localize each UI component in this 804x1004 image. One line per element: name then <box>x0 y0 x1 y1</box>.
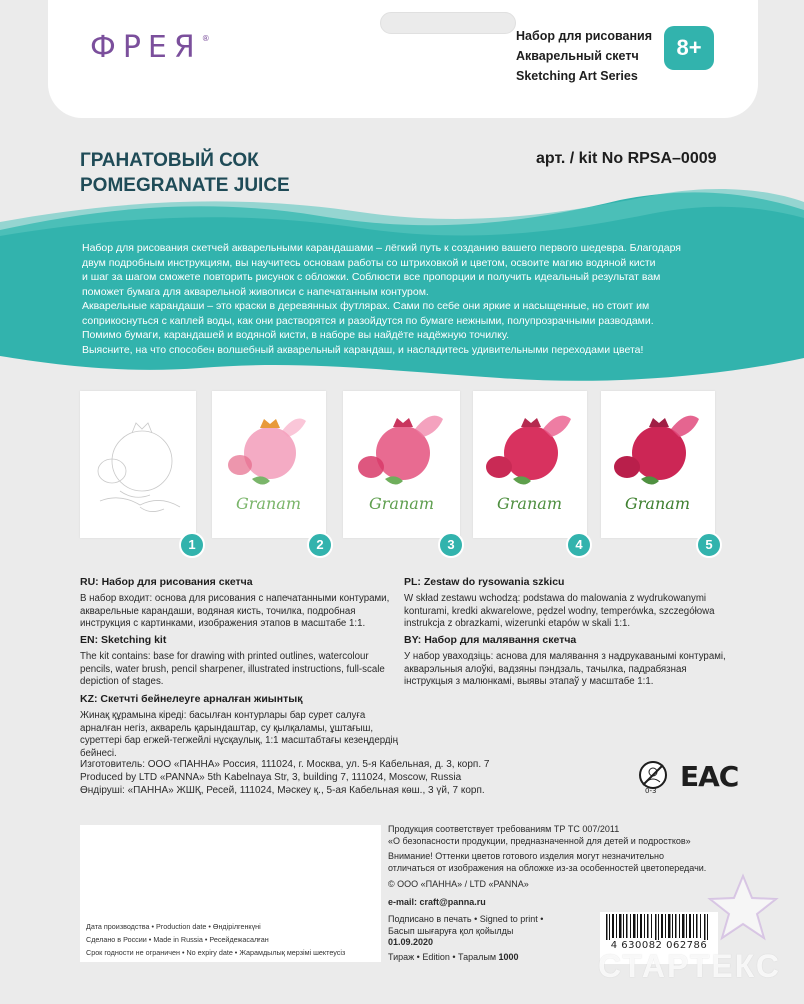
contents-ru-text <box>80 593 389 631</box>
description-line: двум подробным инструкциям, вы научитесь основам работы со штриховкой и цветом, освоите магию водяной кисти <box>82 256 656 269</box>
series-line: Sketching Art Series <box>516 69 638 83</box>
age-badge: 8+ <box>664 26 714 70</box>
text-line: Өндіруші: «ПАННА» ЖШҚ, Ресей, 111024, Мәскеу қ., 5-ая Кабельная көш., 3 үй, 7 корп. <box>80 784 485 796</box>
text-line: бейнесі. <box>80 747 117 759</box>
stage-image-5 <box>601 391 715 538</box>
description-line: Акварельные карандаши – это краски в деревянных футлярах. Сами по себе они яркие и насыщенные, но стоит им <box>82 300 650 312</box>
hang-hole <box>380 12 516 34</box>
description-text <box>82 241 722 357</box>
text-line: акварельные карандаши, водяная кисть, точилка, подробная <box>80 605 356 617</box>
registered-mark: ® <box>201 34 210 43</box>
series-line: Акварельный скетч <box>516 49 639 63</box>
text-line: The kit contains: base for drawing with printed outlines, watercolour <box>80 651 369 662</box>
stage-image-1 <box>80 391 196 538</box>
text-line: konturami, kredki akwarelowe, pędzel wodny, temperówka, szczegółowa <box>404 605 715 617</box>
text-line: Подписано в печать • Signed to print • <box>388 914 544 924</box>
text-line: арналған негіз, акварель қарындаштар, су қылқаламы, ұштағыш, <box>80 722 374 734</box>
stage-number-2: 2 <box>307 532 333 558</box>
product-title-ru: ГРАНАТОВЫЙ СОК <box>80 150 259 171</box>
copyright: © ООО «ПАННА» / LTD «PANNA» <box>388 879 529 889</box>
stage-image-4 <box>473 391 587 538</box>
stage-number-1: 1 <box>179 532 205 558</box>
stage-image-3 <box>343 391 460 538</box>
stage-number-4: 4 <box>566 532 592 558</box>
production-label-box <box>80 825 381 962</box>
contents-en-heading: EN: Sketching kit <box>80 634 167 646</box>
text-line: У набор уваходзіць: аснова для малявання з надрукаванымі контурамі, <box>404 651 726 662</box>
stage-image-2 <box>212 391 326 538</box>
series-line: Набор для рисования <box>516 29 652 43</box>
text-line: Продукция соответствует требованиям ТР ТС 007/2011 <box>388 824 620 834</box>
eac-mark: EAC <box>680 760 739 793</box>
contact-email: e-mail: craft@panna.ru <box>388 897 486 907</box>
brand-name: ФРЕЯ <box>90 30 202 65</box>
contents-pl-heading: PL: Zestaw do rysowania szkicu <box>404 576 565 588</box>
description-line: Выясните, на что способен волшебный акварельный карандаш, и насладитесь удивительными переходами цвета! <box>82 343 644 356</box>
text-line: инструкция с картинками, изображения этапов в масштабе 1:1. <box>80 618 366 629</box>
contents-by-heading: BY: Набор для малявання скетча <box>404 634 577 646</box>
text-line: отличаться от изображения на обложке из-за особенностей цветопередачи. <box>388 862 707 873</box>
label-lines <box>86 920 345 959</box>
print-run-label: Тираж • Edition • Таралым <box>388 952 496 962</box>
description-line: и шаг за шагом сможете повторить рисунок с обложки. Соблюсти все пропорции и получить идеальный результат вам <box>82 271 661 283</box>
age-warning-text: 0-3 <box>645 787 657 794</box>
text-line: Жинақ құрамына кіреді: басылған контурлары бар сурет салуға <box>80 710 366 721</box>
barcode-bars-icon <box>600 912 718 942</box>
text-line: Срок годности не ограничен • No expiry date • Жарамдылық мерзімі шектеусіз <box>86 948 346 957</box>
text-line: depiction of stages. <box>80 676 164 687</box>
stage-number-3: 3 <box>438 532 464 558</box>
contents-by-text <box>404 651 726 689</box>
text-line: Дата производства • Production date • Өндірілгенкүні <box>86 922 261 931</box>
text-line: instrukcja z obrazkami, wizerunki etapów w skali 1:1. <box>404 618 631 629</box>
pomegranate-stage-4-icon <box>473 391 587 538</box>
manufacturer-info <box>80 759 489 797</box>
watermark-text: СТАРТЕКС <box>598 948 781 984</box>
text-line: pencils, water brush, pencil sharpener, illustrated instructions, full-scale <box>80 663 385 675</box>
contents-en-text <box>80 651 385 689</box>
text-line: Внимание! Оттенки цветов готового изделия могут незначительно <box>388 851 665 861</box>
color-warning <box>388 851 706 874</box>
text-line: акварэльныя алоўкі, вадзяны пэндзаль, тачылка, падрабязная <box>404 663 687 675</box>
text-line: В набор входит: основа для рисования с напечатанными контурами, <box>80 593 390 604</box>
kit-number: арт. / kit No RPSA–0009 <box>536 150 717 167</box>
description-line: соприкоснуться с каплей воды, как они растворятся и разойдутся по бумаге нежными, полупрозрачными разводами. <box>82 314 654 327</box>
pomegranate-stage-3-icon <box>343 391 460 538</box>
stage-caption: Granат <box>369 494 434 513</box>
text-line: Produced by LTD «PANNA» 5th Kabelnaya Str, 3, building 7, 111024, Moscow, Russia <box>80 771 462 783</box>
watermark-star-icon <box>706 872 780 942</box>
print-run-value: 1000 <box>498 952 519 962</box>
print-run <box>388 952 519 964</box>
brand-logo <box>90 30 210 65</box>
product-title-en: POMEGRANATE JUICE <box>80 175 290 196</box>
text-line: Изготовитель: ООО «ПАННА» Россия, 111024, г. Москва, ул. 5-я Кабельная, д. 3, корп. 7 <box>80 759 490 770</box>
text-line: W skład zestawu wchodzą: podstawa do malowania z wydrukowanymi <box>404 593 707 604</box>
contents-kz-heading: KZ: Скетчті бейнелеуге арналған жиынтық <box>80 693 303 705</box>
barcode-number: 4 630082 062786 <box>600 940 718 951</box>
small-parts-warning-icon <box>636 760 670 794</box>
text-line: Басып шығаруға қол қойылды <box>388 925 514 936</box>
contents-ru-heading: RU: Набор для рисования скетча <box>80 576 253 588</box>
pomegranate-stage-2-icon <box>212 391 326 538</box>
stage-number-5: 5 <box>696 532 722 558</box>
text-line: інструкцыя з малюнкамі, выявы этапаў у масштабе 1:1. <box>404 676 654 687</box>
pomegranate-sketch-icon <box>80 391 196 538</box>
text-line: суреттері бар егжей-тегжейлі нұсқаулық, 1:1 масштабтағы кезеңдердің <box>80 735 399 746</box>
description-line: поможет бумага для акварельной живописи с напечатанным контуром. <box>82 285 429 298</box>
text-line: «О безопасности продукции, предназначенной для детей и подростков» <box>388 835 691 846</box>
stage-caption: Granат <box>236 494 301 513</box>
standard-compliance <box>388 824 691 847</box>
series-block <box>516 26 652 86</box>
stage-caption: Granат <box>497 494 562 513</box>
contents-kz-text <box>80 710 398 760</box>
contents-pl-text <box>404 593 715 631</box>
text-line: Сделано в России • Made in Russia • Ресейдежасалған <box>86 935 269 944</box>
signed-to-print <box>388 914 543 949</box>
description-line: Помимо бумаги, карандашей и водяной кисти, в наборе вы найдёте надёжную точилку. <box>82 329 510 341</box>
print-date: 01.09.2020 <box>388 937 434 947</box>
pomegranate-final-icon <box>601 391 715 538</box>
description-line: Набор для рисования скетчей акварельными карандашами – лёгкий путь к созданию вашего первого шедевра. Благодаря <box>82 242 681 254</box>
stage-caption: Granат <box>625 494 690 513</box>
